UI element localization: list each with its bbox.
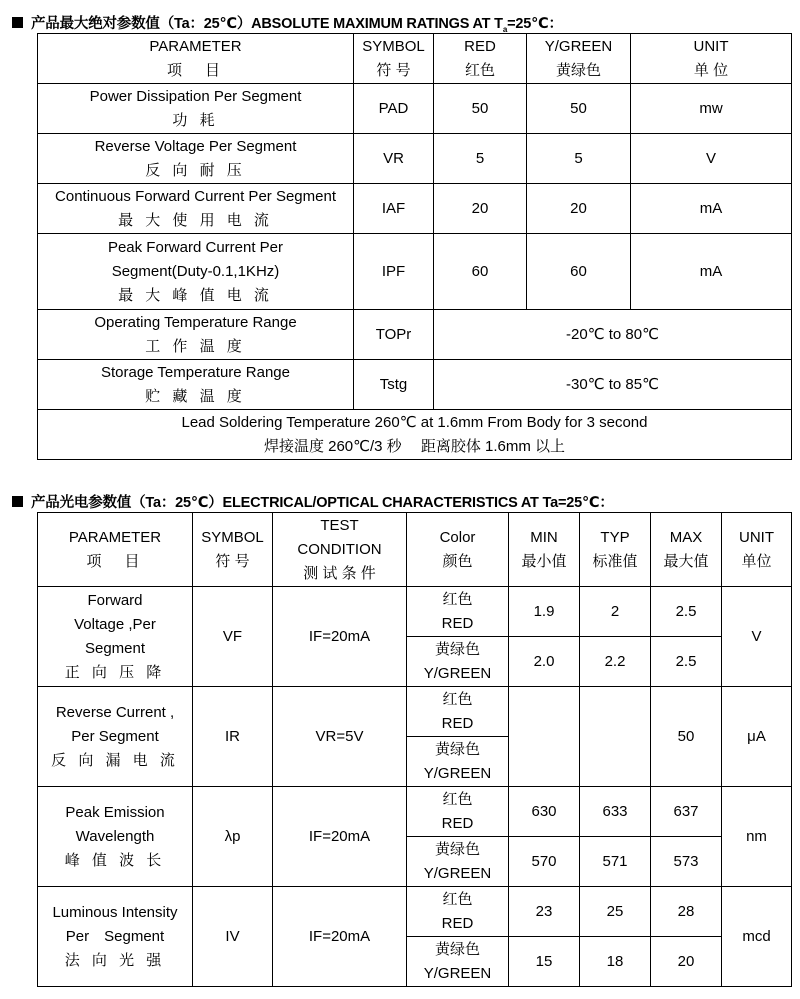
table-row — [38, 360, 792, 410]
min-cell: 570 — [509, 837, 580, 887]
abs-heading-tail: =25℃： — [507, 16, 563, 32]
min-cell: 2.0 — [509, 637, 580, 687]
unit-cell: mw — [631, 84, 792, 134]
table-row — [38, 687, 792, 737]
color-cell-ygreen: 黄绿色 Y/GREEN — [407, 637, 509, 687]
red-cell: 50 — [434, 84, 527, 134]
color-cell-ygreen: 黄绿色 Y/GREEN — [407, 737, 509, 787]
typ-cell: 571 — [580, 837, 651, 887]
param-cell: Luminous Intensity Per Segment 法 向 光 强 — [38, 887, 193, 987]
table-row — [38, 887, 792, 937]
symbol-cell: VF — [193, 587, 273, 687]
max-cell: 2.5 — [651, 637, 722, 687]
min-cell — [509, 687, 580, 787]
color-cell-red: 红色 RED — [407, 887, 509, 937]
symbol-cell: IPF — [354, 234, 434, 310]
symbol-cell: TOPr — [354, 310, 434, 360]
color-cell-ygreen: 黄绿色 Y/GREEN — [407, 837, 509, 887]
abs-heading-sub: a — [502, 24, 508, 34]
abs-header-symbol: SYMBOL 符 号 — [354, 34, 434, 84]
typ-cell: 25 — [580, 887, 651, 937]
color-cell-red: 红色 RED — [407, 787, 509, 837]
red-cell: 5 — [434, 134, 527, 184]
square-bullet-icon — [12, 496, 23, 507]
symbol-cell: IV — [193, 887, 273, 987]
unit-cell: μA — [722, 687, 792, 787]
unit-cell: mA — [631, 234, 792, 310]
param-cell: Reverse Current , Per Segment 反 向 漏 电 流 — [38, 687, 193, 787]
min-cell: 23 — [509, 887, 580, 937]
eo-header-test: TEST CONDITION 测 试 条 件 — [273, 513, 407, 587]
range-cell: -20℃ to 80℃ — [434, 310, 792, 360]
max-cell: 28 — [651, 887, 722, 937]
max-cell: 20 — [651, 937, 722, 987]
unit-cell: V — [722, 587, 792, 687]
table-row — [38, 234, 792, 310]
eo-header-row — [38, 513, 792, 587]
abs-header-ygreen: Y/GREEN 黄绿色 — [527, 34, 631, 84]
eo-heading-en: ELECTRICAL/OPTICAL CHARACTERISTICS AT Ta=25℃： — [222, 495, 614, 511]
abs-header-red: RED 红色 — [434, 34, 527, 84]
symbol-cell: IR — [193, 687, 273, 787]
eo-header-symbol: SYMBOL 符 号 — [193, 513, 273, 587]
param-cell: Peak Forward Current Per Segment(Duty-0.1,1KHz) 最 大 峰 值 电 流 — [38, 234, 354, 310]
red-cell: 20 — [434, 184, 527, 234]
typ-cell: 2.2 — [580, 637, 651, 687]
condition-cell: IF=20mA — [273, 587, 407, 687]
condition-cell: VR=5V — [273, 687, 407, 787]
abs-heading-cn: 产品最大绝对参数值（Ta：25℃） — [31, 16, 252, 32]
table-row — [38, 184, 792, 234]
square-bullet-icon — [12, 17, 23, 28]
ygreen-cell: 60 — [527, 234, 631, 310]
symbol-cell: IAF — [354, 184, 434, 234]
min-cell: 630 — [509, 787, 580, 837]
color-cell-ygreen: 黄绿色 Y/GREEN — [407, 937, 509, 987]
color-cell-red: 红色 RED — [407, 687, 509, 737]
symbol-cell: Tstg — [354, 360, 434, 410]
max-cell: 50 — [651, 687, 722, 787]
unit-cell: nm — [722, 787, 792, 887]
eo-header-min: MIN 最小值 — [509, 513, 580, 587]
abs-header-parameter: PARAMETER 项 目 — [38, 34, 354, 84]
min-cell: 15 — [509, 937, 580, 987]
table-row — [38, 310, 792, 360]
red-cell: 60 — [434, 234, 527, 310]
ygreen-cell: 50 — [527, 84, 631, 134]
max-cell: 2.5 — [651, 587, 722, 637]
typ-cell: 18 — [580, 937, 651, 987]
typ-cell — [580, 687, 651, 787]
max-cell: 573 — [651, 837, 722, 887]
eo-table — [37, 512, 792, 987]
param-cell: Reverse Voltage Per Segment 反 向 耐 压 — [38, 134, 354, 184]
symbol-cell: PAD — [354, 84, 434, 134]
min-cell: 1.9 — [509, 587, 580, 637]
condition-cell: IF=20mA — [273, 787, 407, 887]
table-row — [38, 787, 792, 837]
condition-cell: IF=20mA — [273, 887, 407, 987]
eo-header-parameter: PARAMETER 项 目 — [38, 513, 193, 587]
param-cell: Continuous Forward Current Per Segment 最 大 使 用 电 流 — [38, 184, 354, 234]
eo-header-max: MAX 最大值 — [651, 513, 722, 587]
eo-header-typ: TYP 标准值 — [580, 513, 651, 587]
eo-header-unit: UNIT 单位 — [722, 513, 792, 587]
param-cell: Peak Emission Wavelength 峰 值 波 长 — [38, 787, 193, 887]
ygreen-cell: 5 — [527, 134, 631, 184]
symbol-cell: VR — [354, 134, 434, 184]
param-cell: Forward Voltage ,Per Segment 正 向 压 降 — [38, 587, 193, 687]
solder-note: Lead Soldering Temperature 260℃ at 1.6mm From Body for 3 second 焊接温度 260℃/3 秒 距离胶体 1.6mm 以上 — [38, 410, 792, 460]
table-row — [38, 134, 792, 184]
typ-cell: 2 — [580, 587, 651, 637]
eo-header-color: Color 颜色 — [407, 513, 509, 587]
param-cell: Storage Temperature Range 贮 藏 温 度 — [38, 360, 354, 410]
table-row — [38, 84, 792, 134]
unit-cell: V — [631, 134, 792, 184]
abs-heading-en: ABSOLUTE MAXIMUM RATINGS AT T — [251, 16, 503, 32]
param-cell: Operating Temperature Range 工 作 温 度 — [38, 310, 354, 360]
typ-cell: 633 — [580, 787, 651, 837]
symbol-cell: λp — [193, 787, 273, 887]
param-cell: Power Dissipation Per Segment 功 耗 — [38, 84, 354, 134]
abs-max-table — [37, 33, 792, 460]
table-row — [38, 587, 792, 637]
eo-heading — [12, 491, 614, 512]
abs-max-heading — [12, 12, 563, 34]
abs-header-unit: UNIT 单 位 — [631, 34, 792, 84]
range-cell: -30℃ to 85℃ — [434, 360, 792, 410]
color-cell-red: 红色 RED — [407, 587, 509, 637]
unit-cell: mA — [631, 184, 792, 234]
ygreen-cell: 20 — [527, 184, 631, 234]
footer-row — [38, 410, 792, 460]
max-cell: 637 — [651, 787, 722, 837]
unit-cell: mcd — [722, 887, 792, 987]
eo-heading-cn: 产品光电参数值（Ta：25℃） — [31, 495, 223, 511]
abs-header-row — [38, 34, 792, 84]
